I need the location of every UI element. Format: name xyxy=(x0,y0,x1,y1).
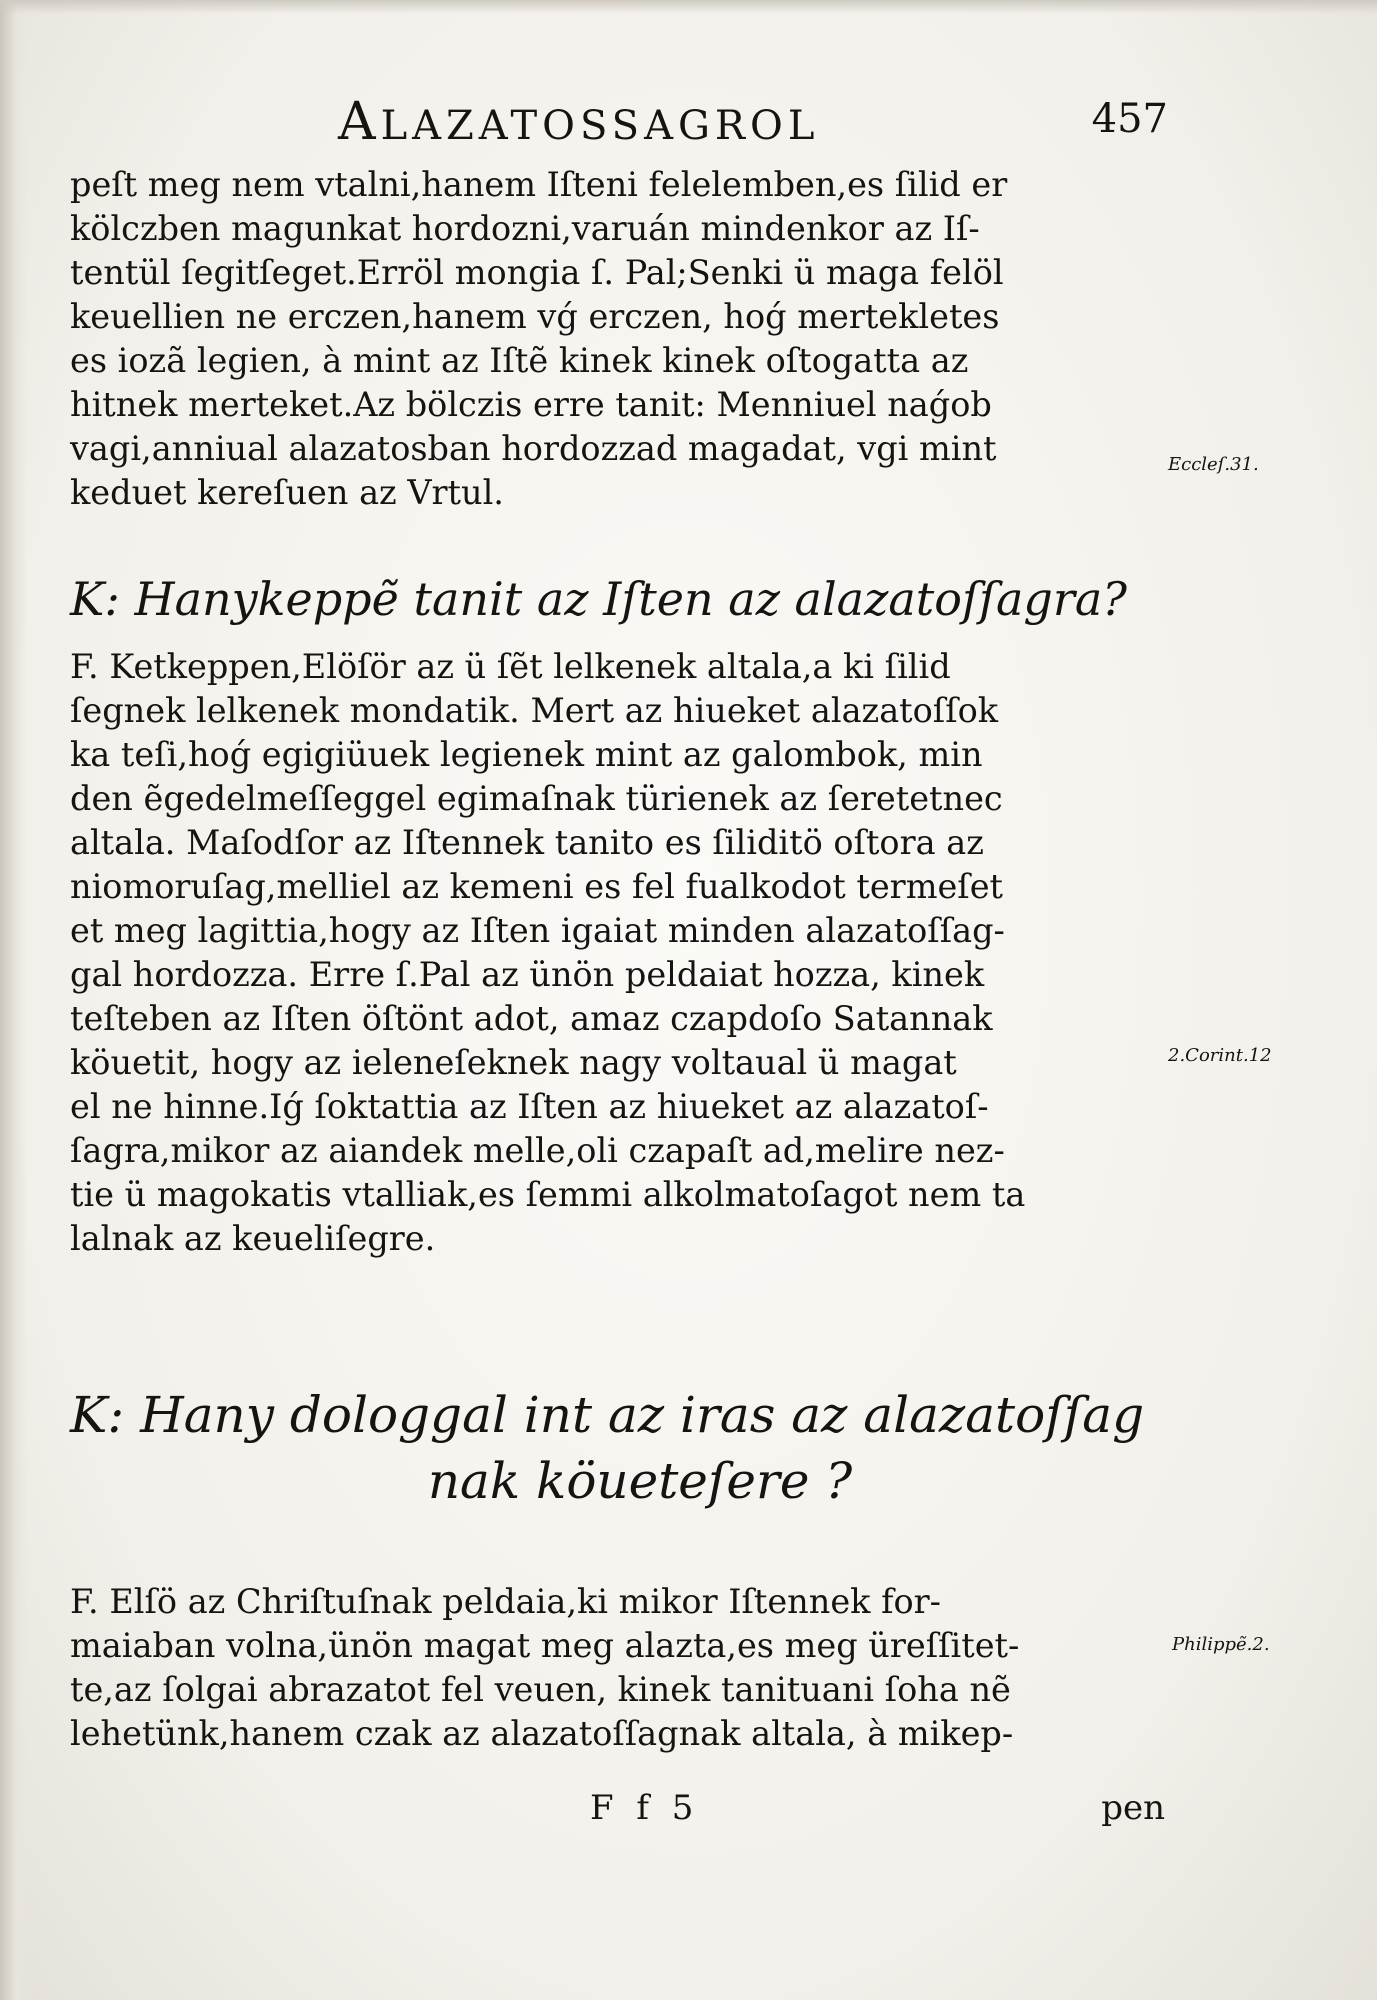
question-heading-2 xyxy=(70,1382,1170,1514)
page-edge-shadow xyxy=(0,0,28,2000)
page-footer xyxy=(70,1788,1165,1838)
text-line: F. Elſö az Chriſtuſnak peldaia,ki mikor Iſtennek for- xyxy=(70,1582,941,1621)
text-line: ſegnek lelkenek mondatik. Mert az hiueket alazatoſſok xyxy=(70,691,999,730)
text-line: altala. Maſodſor az Iſtennek tanito es ſiliditö oſtora az xyxy=(70,823,984,862)
question-line: K: Hany dologgal int az iras az alazatoſſag xyxy=(70,1386,1145,1444)
signature-mark: F f 5 xyxy=(590,1788,700,1828)
page-header xyxy=(338,92,1168,152)
paragraph-1 xyxy=(70,163,1165,515)
text-line: et meg lagittia,hogy az Iſten igaiat minden alazatoſſag- xyxy=(70,911,1005,950)
text-line: peſt meg nem vtalni,hanem Iſteni felelemben,es ſilid er xyxy=(70,165,1008,204)
text-line: keduet kereſuen az Vrtul. xyxy=(70,473,504,512)
text-line: vagi,anniual alazatosban hordozzad magadat, vgi mint xyxy=(70,429,997,468)
text-line: F. Ketkeppen,Elöſör az ü ſẽt lelkenek altala,a ki ſilid xyxy=(70,647,951,686)
text-line: es iozã legien, à mint az Iſtẽ kinek kinek oſtogatta az xyxy=(70,341,969,380)
running-title: ALAZATOSSAGROL xyxy=(338,92,820,152)
text-line: köuetit, hogy az ieleneſeknek nagy voltaual ü magat xyxy=(70,1043,957,1082)
text-line: tie ü magokatis vtalliak,es ſemmi alkolmatoſagot nem ta xyxy=(70,1175,1026,1214)
question-heading-1: K: Hanykeppẽ tanit az Iſten az alazatoſſagra? xyxy=(70,572,1127,626)
page-number: 457 xyxy=(1091,96,1168,142)
text-line: tentül ſegitſeget.Erröl mongia ſ. Pal;Senki ü maga felöl xyxy=(70,253,1004,292)
text-line: keuellien ne erczen,hanem vǵ erczen, hoǵ mertekletes xyxy=(70,297,1000,336)
margin-note-ecclesiasticus: Eccleſ.31. xyxy=(1168,454,1259,475)
margin-note-philippians: Philippẽ.2. xyxy=(1172,1634,1270,1655)
text-line: lalnak az keueliſegre. xyxy=(70,1219,436,1258)
paragraph-2 xyxy=(70,645,1165,1261)
text-line: teſteben az Iſten öſtönt adot, amaz czapdoſo Satannak xyxy=(70,999,993,1038)
text-line: den ẽgedelmeſſeggel egimaſnak türienek az ſeretetnec xyxy=(70,779,1003,818)
catchword: pen xyxy=(1101,1788,1165,1828)
page-top-shadow xyxy=(0,0,1377,14)
text-line: kölczben magunkat hordozni,varuán mindenkor az Iſ- xyxy=(70,209,980,248)
text-line: ſagra,mikor az aiandek melle,oli czapaſt ad,melire nez- xyxy=(70,1131,1005,1170)
text-line: maiaban volna,ünön magat meg alazta,es meg üreſſitet- xyxy=(70,1626,1020,1665)
text-line: lehetünk,hanem czak az alazatoſſagnak altala, à mikep- xyxy=(70,1714,1014,1753)
text-line: ka teſi,hoǵ egigiüuek legienek mint az galombok, min xyxy=(70,735,983,774)
paragraph-3 xyxy=(70,1580,1165,1756)
text-line: gal hordozza. Erre ſ.Pal az ünön peldaiat hozza, kinek xyxy=(70,955,985,994)
text-line: te,az ſolgai abrazatot fel veuen, kinek tanituani ſoha nẽ xyxy=(70,1670,1011,1709)
margin-note-corinthians: 2.Corint.12 xyxy=(1168,1045,1272,1066)
text-line: el ne hinne.Iǵ ſoktattia az Iſten az hiueket az alazatoſ- xyxy=(70,1087,989,1126)
text-line: hitnek merteket.Az bölczis erre tanit: Menniuel naǵob xyxy=(70,385,992,424)
question-line: nak köueteſere ? xyxy=(427,1452,853,1510)
text-line: niomoruſag,melliel az kemeni es fel fualkodot termeſet xyxy=(70,867,1003,906)
